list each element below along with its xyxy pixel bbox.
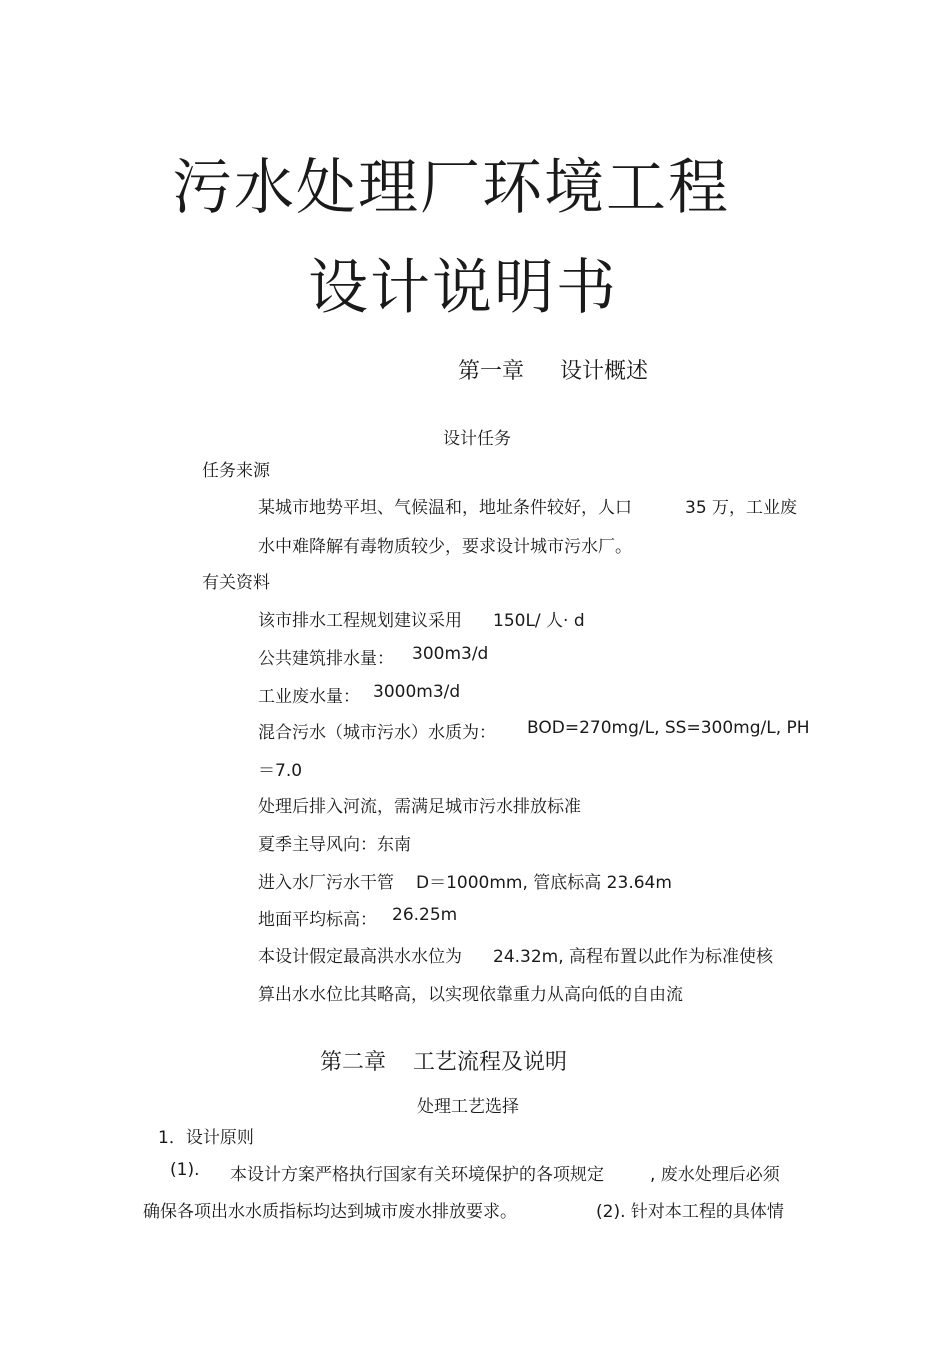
data-item: 进入水厂污水干管 [258, 873, 394, 893]
principle-text-line2: 确保各项出水水质指标均达到城市废水排放要求。 [143, 1202, 517, 1222]
principle-2-text: (2). 针对本工程的具体情 [596, 1202, 784, 1222]
related-data-label: 有关资料 [202, 573, 270, 593]
task-source-text-line2: 水中难降解有毒物质较少，要求设计城市污水厂。 [258, 537, 632, 557]
section-process-selection: 处理工艺选择 [417, 1097, 519, 1117]
data-item: 夏季主导风向：东南 [258, 835, 411, 855]
document-title-line2: 设计说明书 [308, 253, 618, 323]
data-item-value: D＝1000mm, 管底标高 23.64m [416, 873, 672, 893]
task-source-text-b: 35 万，工业废 [685, 498, 798, 518]
chapter2-number: 第二章 [320, 1050, 387, 1075]
data-item-value: 26.25m [392, 905, 458, 925]
data-item-value: 3000m3/d [373, 682, 461, 702]
data-item: ＝7.0 [258, 761, 303, 781]
data-item-value: 24.32m, 高程布置以此作为标准使核 [493, 947, 774, 967]
section-design-task: 设计任务 [443, 429, 511, 449]
chapter1-title: 设计概述 [560, 359, 649, 384]
data-item-value: BOD=270mg/L, SS=300mg/L, PH [527, 718, 810, 738]
document-title-line1: 污水处理厂环境工程 [172, 153, 730, 223]
principle-1-text-b: , 废水处理后必须 [650, 1165, 780, 1185]
data-item: 算出水水位比其略高，以实现依靠重力从高向低的自由流 [258, 985, 683, 1005]
chapter2-title: 工艺流程及说明 [413, 1050, 568, 1075]
data-item-value: 150L/ 人· d [493, 611, 585, 631]
data-item: 处理后排入河流，需满足城市污水排放标准 [258, 797, 581, 817]
chapter1-number: 第一章 [458, 359, 525, 384]
task-source-label: 任务来源 [202, 461, 270, 481]
data-item: 该市排水工程规划建议采用 [258, 611, 462, 631]
design-principle-heading: 1．设计原则 [158, 1128, 254, 1148]
principle-1-number: (1). [170, 1160, 200, 1180]
data-item-value: 300m3/d [412, 644, 489, 664]
data-item: 工业废水量： [258, 687, 360, 707]
data-item: 本设计假定最高洪水水位为 [258, 947, 462, 967]
data-item: 公共建筑排水量： [258, 649, 394, 669]
task-source-text-a: 某城市地势平坦、气候温和，地址条件较好，人口 [258, 498, 632, 518]
principle-1-text-a: 本设计方案严格执行国家有关环境保护的各项规定 [230, 1165, 604, 1185]
data-item: 混合污水（城市污水）水质为： [258, 723, 496, 743]
data-item: 地面平均标高： [258, 910, 377, 930]
